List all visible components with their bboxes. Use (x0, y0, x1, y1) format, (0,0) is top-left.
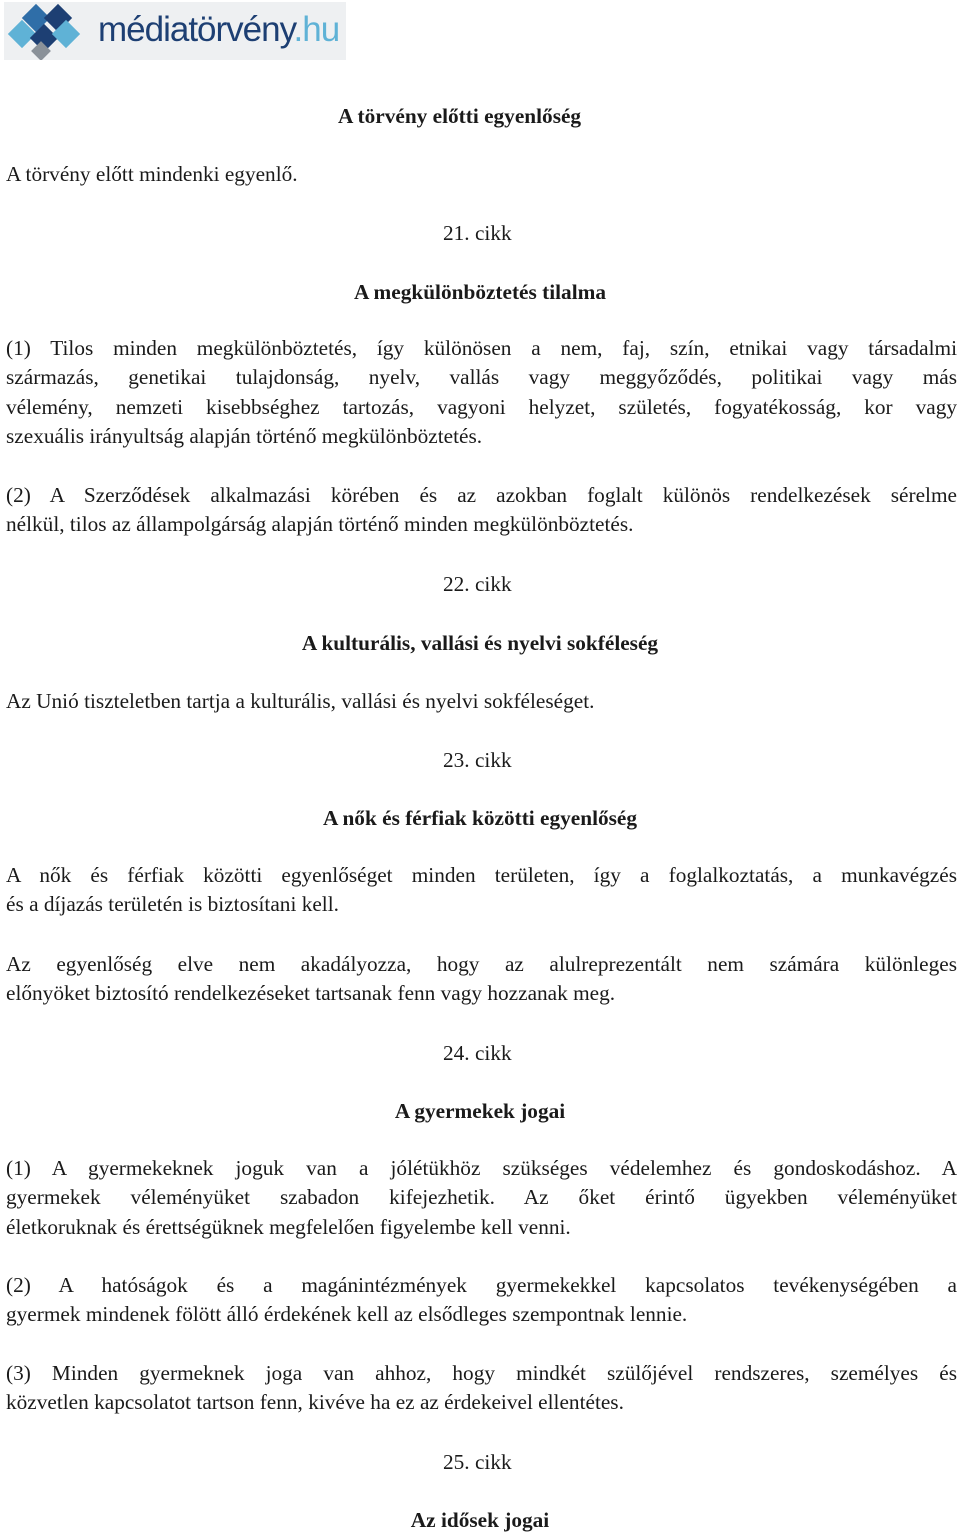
site-logo[interactable] (4, 2, 346, 60)
article-22-number: 22. cikk (443, 572, 512, 596)
text-line: gyermek mindenek fölött álló érdekének kell az elsődleges szempontnak lennie. (6, 1302, 688, 1327)
article-24-paragraph-2 (6, 1271, 957, 1330)
text-line: A nők és férfiak közötti egyenlőséget minden területen, így a foglalkoztatás, a munkavégzés (6, 863, 957, 887)
text-line: szexuális irányultság alapján történő megkülönböztetés. (6, 423, 483, 448)
logo-wordmark (98, 8, 339, 52)
article-23-paragraph-1 (6, 861, 957, 920)
article-23-title: A nők és férfiak közötti egyenlőség (322, 806, 638, 830)
article-25-title: Az idősek jogai (410, 1508, 550, 1532)
text-line: (3) Minden gyermeknek joga van ahhoz, hogy mindkét szülőjével rendszeres, személyes és (6, 1361, 957, 1385)
text-line: közvetlen kapcsolatot tartson fenn, kivéve ha ez az érdekeivel ellentétes. (6, 1390, 624, 1415)
article-21-title: A megkülönböztetés tilalma (354, 280, 606, 304)
text-line: és a díjazás területén is biztosítani kell. (6, 892, 339, 917)
article-21-number: 21. cikk (443, 221, 512, 245)
equality-text: A törvény előtt mindenki egyenlő. (6, 162, 298, 186)
article-22-title: A kulturális, vallási és nyelvi sokféleség (301, 631, 659, 655)
article-21-paragraph-2 (6, 481, 957, 540)
article-24-number: 24. cikk (443, 1041, 512, 1065)
text-line: (2) A Szerződések alkalmazási körében és az azokban foglalt különös rendelkezések sérelme (6, 483, 957, 507)
text-line: származás, genetikai tulajdonság, nyelv, vallás vagy meggyőződés, politikai vagy más (6, 365, 957, 390)
text-line: (2) A hatóságok és a magánintézmények gyermekekkel kapcsolatos tevékenységében a (6, 1273, 957, 1297)
text-line: Az egyenlőség elve nem akadályozza, hogy az alulreprezentált nem számára különleges (6, 952, 957, 976)
text-line: (1) A gyermekeknek joguk van a jólétükhöz szükséges védelemhez és gondoskodáshoz. A (6, 1156, 957, 1180)
text-line: vélemény, nemzeti kisebbséghez tartozás, vagyoni helyzet, születés, fogyatékosság, kor vagy (6, 394, 957, 419)
logo-diamonds-icon (4, 2, 94, 60)
article-24-paragraph-3 (6, 1359, 957, 1418)
article-24-paragraph-1 (6, 1154, 957, 1242)
text-line: gyermekek véleményüket szabadon kifejezhetik. Az őket érintő ügyekben véleményüket (6, 1185, 957, 1210)
article-24-title: A gyermekek jogai (394, 1099, 566, 1123)
article-25-number: 25. cikk (443, 1450, 512, 1474)
text-line: életkoruknak és érettségüknek megfelelően figyelembe kell venni. (6, 1214, 571, 1239)
logo-text-main: médiatörvény (98, 10, 294, 49)
section-title-equality: A törvény előtti egyenlőség (338, 104, 582, 128)
logo-text-tld: .hu (293, 10, 340, 49)
article-23-number: 23. cikk (443, 748, 512, 772)
article-23-paragraph-2 (6, 950, 957, 1009)
text-line: előnyöket biztosító rendelkezéseket tartsanak fenn vagy hozzanak meg. (6, 981, 616, 1006)
article-21-paragraph-1 (6, 334, 957, 451)
article-22-text: Az Unió tiszteletben tartja a kulturális, vallási és nyelvi sokféleséget. (6, 689, 595, 713)
text-line: nélkül, tilos az állampolgárság alapján történő minden megkülönböztetés. (6, 512, 634, 537)
text-line: (1) Tilos minden megkülönböztetés, így különösen a nem, faj, szín, etnikai vagy társadalmi (6, 336, 957, 360)
